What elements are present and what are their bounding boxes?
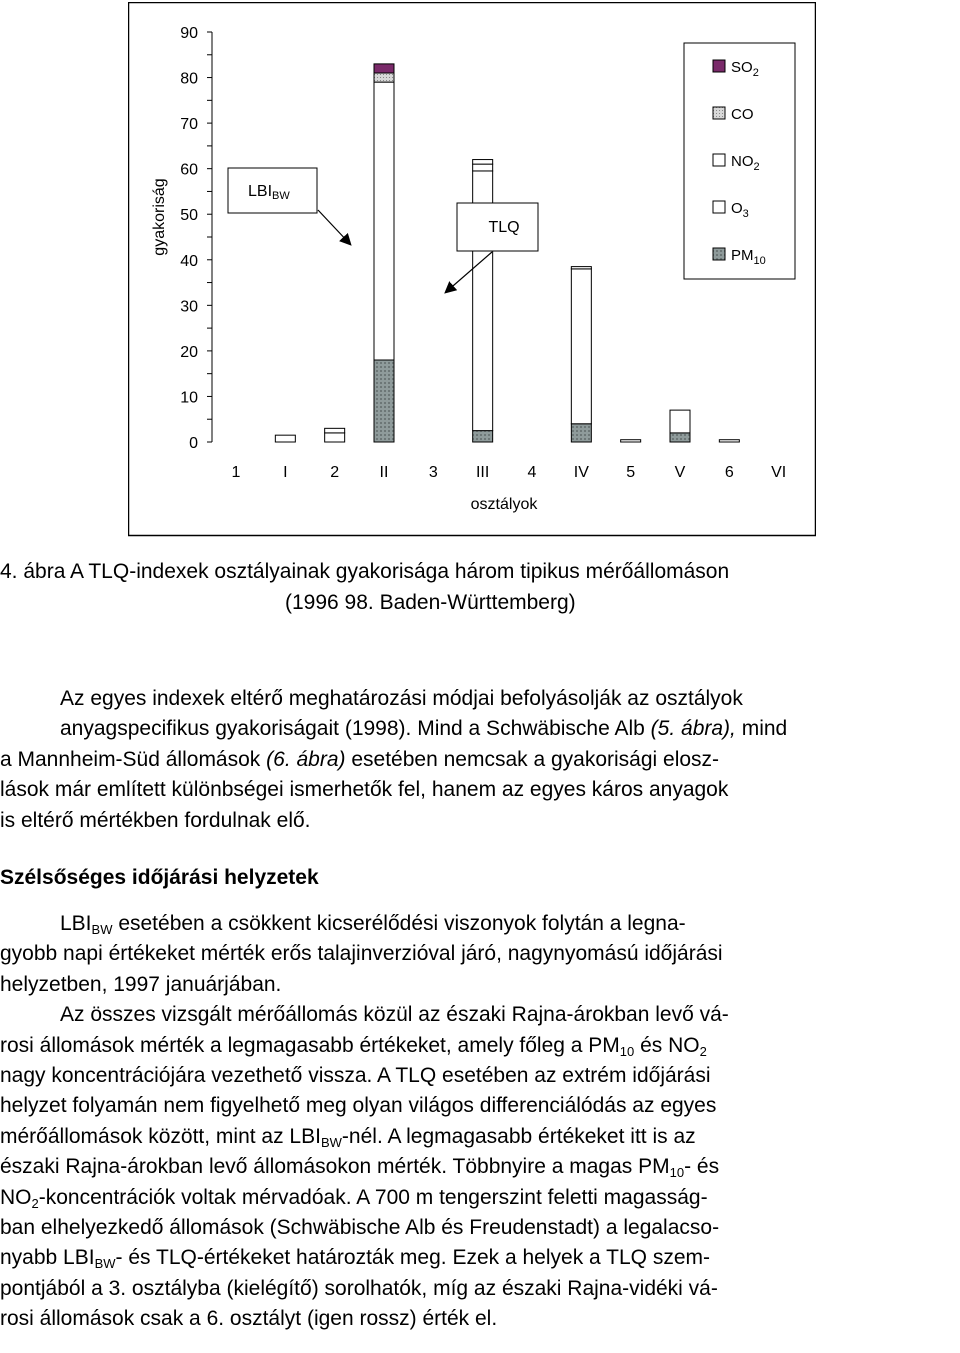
para3-t9b: - és TLQ-értékeket határozták meg. Ezek a helyek a TLQ szem- — [115, 1246, 711, 1270]
para1-line2b: mind — [741, 717, 788, 741]
x-tick-label: V — [674, 464, 686, 481]
caption-line-1: 4. ábra A TLQ-indexek osztályainak gyakorisága három tipikus mérőállomáson — [0, 560, 730, 583]
para3-t10: pontjából a 3. osztályba (kielégítő) sorolhatók, míg az északi Rajna-vidéki vá- — [0, 1276, 718, 1300]
x-tick-label: IV — [573, 464, 589, 481]
para1-line4: lások már említett különbségei ismerhetők fel, hanem az egyes káros anyagok — [0, 778, 729, 802]
y-tick-label: 20 — [180, 343, 198, 361]
callout-lbi-sub: BW — [272, 190, 290, 202]
bar-segment — [571, 424, 591, 442]
para3-t9sub: BW — [94, 1256, 116, 1272]
legend-swatch — [713, 107, 725, 119]
y-tick-label: 50 — [180, 207, 198, 225]
y-tick-label: 80 — [180, 70, 198, 88]
chart-figure — [128, 2, 816, 537]
legend-label-sub: 2 — [753, 161, 760, 173]
para3-t2sub: 10 — [619, 1043, 635, 1059]
bar-segment — [325, 433, 345, 442]
para3-t7b: -koncentrációk voltak mérvadóak. A 700 m tengerszint feletti magasság- — [38, 1185, 708, 1209]
figure-ref-6: (6. ábra) — [266, 748, 346, 771]
x-tick-label: I — [283, 464, 288, 481]
legend-label-sub: 10 — [753, 255, 766, 267]
x-axis-label: osztályok — [470, 496, 538, 513]
para3-t7sub: 2 — [31, 1195, 39, 1211]
para2-s1a: LBI — [60, 912, 92, 935]
bar-segment — [719, 440, 739, 442]
para3-t5b: -nél. A legmagasabb értékeket itt is az — [341, 1124, 696, 1148]
caption-line-2: (1996 98. Baden-Württemberg) — [285, 591, 576, 614]
y-tick-label: 90 — [180, 25, 198, 42]
y-tick-label: 30 — [180, 298, 198, 316]
x-tick-label: VI — [771, 464, 787, 481]
bar-segment — [325, 428, 345, 433]
x-tick-label: 4 — [527, 464, 537, 481]
para2-s1sub: BW — [91, 922, 113, 937]
bar-segment — [473, 431, 493, 442]
callout-lbi-label: LBIBW — [248, 183, 290, 202]
y-tick-label: 10 — [180, 389, 198, 407]
figure-ref-5: (5. ábra), — [650, 717, 736, 741]
bar-segment — [670, 410, 690, 433]
legend-label: $PM_{10}$ — [731, 247, 766, 267]
para3-t6b: - és — [684, 1155, 720, 1179]
x-tick-label: 6 — [724, 464, 734, 481]
para2-s3: helyzetben, 1997 januárjában. — [0, 972, 282, 996]
legend-label-sub: 3 — [742, 208, 749, 220]
legend-swatch — [713, 201, 725, 213]
paragraph-2 — [0, 909, 958, 1335]
bar-segment — [374, 64, 394, 73]
y-axis-label: gyakoriság — [151, 178, 168, 256]
x-tick-label: 3 — [428, 464, 438, 481]
para3-t5a: mérőállomások között, mint az LBI — [0, 1124, 321, 1148]
para3-t3: nagy koncentrációjára vezethető vissza. A TLQ esetében az extrém időjárási — [0, 1064, 711, 1088]
legend-label: $SO_2$ — [731, 59, 759, 79]
para3-t11: rosi állomások csak a 6. osztályt (igen rossz) érték el. — [0, 1307, 498, 1331]
x-tick-label: 2 — [330, 464, 340, 481]
para3-t2b: és NO — [634, 1033, 700, 1057]
paragraph-1-cont — [0, 745, 958, 836]
bar-segment — [374, 73, 394, 82]
bar-segment — [473, 160, 493, 165]
bar-segment — [571, 267, 591, 269]
figure-caption — [0, 556, 960, 618]
para3-t2a: rosi állomások mérték a legmagasabb értékeket, amely főleg a PM — [0, 1033, 620, 1057]
para3-t2sub2: 2 — [699, 1043, 707, 1059]
para3-t9a: nyabb LBI — [0, 1246, 95, 1270]
y-tick-label: 40 — [180, 252, 198, 270]
bar-segment — [571, 269, 591, 424]
bar-segment — [374, 82, 394, 360]
y-tick-label: 60 — [180, 161, 198, 179]
legend-swatch — [713, 248, 725, 260]
legend-label: CO — [731, 106, 754, 123]
para2-s1b: esetében a csökkent kicserélődési viszonyok folytán a legna- — [112, 912, 686, 935]
para1-line1: Az egyes indexek eltérő meghatározási módjai befolyásolják az osztályok — [60, 687, 743, 710]
para3-t5sub: BW — [320, 1134, 342, 1150]
bar-segment — [374, 360, 394, 442]
para3-t8: ban elhelyezkedő állomások (Schwäbische Alb és Freudenstadt) a legalacso- — [0, 1216, 720, 1240]
para1-line3b: esetében nemcsak a gyakorisági elosz- — [351, 748, 720, 771]
legend-label-sub: 2 — [752, 67, 759, 79]
para3-t4: helyzet folyamán nem figyelhető meg olyan világos differenciálódás az egyes — [0, 1094, 717, 1118]
bar-segment — [473, 164, 493, 171]
para3-t6sub: 10 — [669, 1165, 685, 1181]
para3-t7a: NO — [0, 1185, 32, 1209]
paragraph-1 — [60, 684, 958, 745]
legend-swatch — [713, 154, 725, 166]
x-tick-label: 1 — [231, 464, 241, 481]
x-tick-label: 5 — [626, 464, 636, 481]
bar-segment — [670, 433, 690, 442]
para3-t6a: északi Rajna-árokban levő állomásokon mérték. Többnyire a magas PM — [0, 1155, 670, 1179]
para1-line3a: a Mannheim-Süd állomások — [0, 748, 261, 771]
para3-t1: Az összes vizsgált mérőállomás közül az északi Rajna-árokban levő vá- — [60, 1003, 729, 1027]
x-tick-label: II — [379, 464, 389, 481]
callout-tlq-label: TLQ — [488, 219, 520, 236]
bar-segment — [275, 435, 295, 442]
section-heading: Szélsőséges időjárási helyzetek — [0, 866, 319, 889]
x-tick-label: III — [475, 464, 490, 481]
para2-s2: gyobb napi értékeket mérték erős talajinverzióval járó, nagynyomású időjárási — [0, 942, 723, 966]
para1-line2: anyagspecifikus gyakoriságait (1998). Mind a Schwäbische Alb — [60, 717, 645, 741]
y-tick-label: 70 — [180, 116, 198, 134]
legend-label: $O_3$ — [731, 200, 749, 220]
para1-line5: is eltérő mértékben fordulnak elő. — [0, 808, 311, 832]
chart — [128, 2, 816, 537]
y-tick-label: 0 — [189, 435, 198, 452]
bar-segment — [621, 440, 641, 442]
legend-swatch — [713, 60, 725, 72]
legend-label: $NO_2$ — [731, 153, 760, 173]
